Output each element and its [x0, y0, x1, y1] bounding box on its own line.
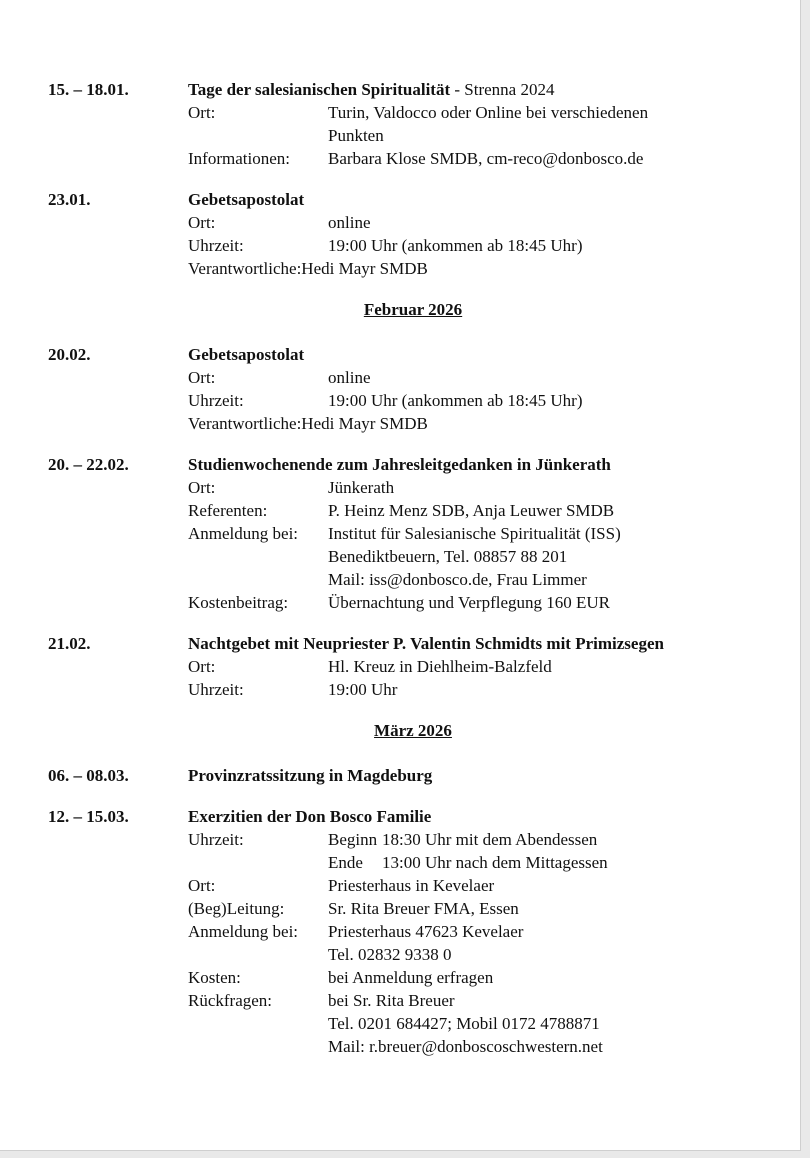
event-title [188, 805, 788, 828]
detail-value [301, 257, 788, 280]
detail-row [188, 522, 788, 591]
event-title-text: Gebetsapostolat [188, 190, 305, 209]
event-body [188, 764, 788, 787]
detail-row [188, 366, 788, 389]
detail-line: online [328, 213, 371, 232]
time-label: Ende [328, 853, 363, 872]
detail-label: Verantwortliche: [188, 259, 302, 278]
detail-line: Übernachtung und Verpflegung 160 EUR [328, 593, 611, 612]
detail-value [328, 522, 788, 591]
detail-value [328, 655, 788, 678]
event-title [188, 78, 788, 101]
detail-value [328, 147, 788, 170]
event-body [188, 343, 788, 435]
detail-value [328, 678, 788, 701]
detail-row [188, 828, 788, 874]
detail-value [301, 412, 788, 435]
event-title-text: Gebetsapostolat [188, 345, 305, 364]
detail-line: Benediktbeuern, Tel. 08857 88 201 [328, 547, 568, 566]
detail-line: Hl. Kreuz in Diehlheim-Balzfeld [328, 657, 552, 676]
detail-row [188, 499, 788, 522]
detail-row [188, 147, 788, 170]
detail-label: Rückfragen: [188, 991, 273, 1010]
time-text: 18:30 Uhr mit dem Abendessen [382, 830, 598, 849]
event-title [188, 343, 788, 366]
month-heading: Februar 2026 [363, 300, 463, 319]
event-body [188, 632, 788, 701]
event-date: 06. – 08.03. [48, 766, 129, 785]
detail-value [328, 874, 788, 897]
detail-value [328, 989, 788, 1058]
detail-row [188, 897, 788, 920]
detail-value [328, 101, 788, 147]
detail-row [188, 655, 788, 678]
detail-value [328, 897, 788, 920]
detail-value [328, 366, 788, 389]
detail-line: P. Heinz Menz SDB, Anja Leuwer SMDB [328, 501, 615, 520]
detail-line: Jünkerath [328, 478, 395, 497]
detail-line [328, 851, 788, 874]
detail-value [328, 591, 788, 614]
detail-row [188, 476, 788, 499]
event-body [188, 805, 788, 1058]
detail-line: Mail: iss@donbosco.de, Frau Limmer [328, 570, 587, 589]
detail-row [188, 920, 788, 966]
detail-label: Uhrzeit: [188, 680, 244, 699]
detail-line: 19:00 Uhr (ankommen ab 18:45 Uhr) [328, 236, 583, 255]
detail-row [188, 412, 788, 435]
detail-value [328, 211, 788, 234]
detail-value [328, 828, 788, 874]
detail-line: Institut für Salesianische Spiritualität (ISS) [328, 524, 621, 543]
detail-line: online [328, 368, 371, 387]
detail-label: (Beg)Leitung: [188, 899, 285, 918]
detail-line: Hedi Mayr SMDB [301, 259, 428, 278]
event-title [188, 764, 788, 787]
detail-row [188, 101, 788, 147]
detail-label: Uhrzeit: [188, 830, 244, 849]
event-date: 23.01. [48, 190, 91, 209]
event-date: 15. – 18.01. [48, 80, 129, 99]
event-date: 21.02. [48, 634, 91, 653]
detail-line: Barbara Klose SMDB, cm-reco@donbosco.de [328, 149, 644, 168]
event-title-text: Provinzratssitzung in Magdeburg [188, 766, 433, 785]
detail-line [328, 828, 788, 851]
detail-label: Uhrzeit: [188, 391, 244, 410]
event-entry [48, 453, 788, 614]
detail-line: 19:00 Uhr (ankommen ab 18:45 Uhr) [328, 391, 583, 410]
detail-label: Ort: [188, 876, 216, 895]
detail-label: Verantwortliche: [188, 414, 302, 433]
detail-row [188, 874, 788, 897]
detail-row [188, 211, 788, 234]
detail-line: Tel. 0201 684427; Mobil 0172 4788871 [328, 1014, 600, 1033]
detail-row [188, 678, 788, 701]
detail-row [188, 966, 788, 989]
event-title-extra: - Strenna 2024 [450, 80, 555, 99]
month-heading: März 2026 [374, 721, 452, 740]
event-body [188, 188, 788, 280]
event-date: 20.02. [48, 345, 91, 364]
event-body [188, 453, 788, 614]
event-title-text: Nachtgebet mit Neupriester P. Valentin Schmidts mit Primizsegen [188, 634, 664, 653]
detail-line: bei Sr. Rita Breuer [328, 991, 455, 1010]
detail-value [328, 499, 788, 522]
detail-line: bei Anmeldung erfragen [328, 968, 494, 987]
detail-label: Referenten: [188, 501, 268, 520]
detail-label: Kostenbeitrag: [188, 593, 289, 612]
detail-line: Hedi Mayr SMDB [301, 414, 428, 433]
detail-row [188, 591, 788, 614]
detail-label: Ort: [188, 657, 216, 676]
detail-label: Informationen: [188, 149, 290, 168]
time-label: Beginn [328, 830, 378, 849]
detail-row [188, 989, 788, 1058]
detail-row [188, 234, 788, 257]
detail-line: Sr. Rita Breuer FMA, Essen [328, 899, 519, 918]
detail-line: Mail: r.breuer@donboscoschwestern.net [328, 1037, 603, 1056]
event-entry [48, 78, 788, 170]
detail-row [188, 257, 788, 280]
detail-label: Uhrzeit: [188, 236, 244, 255]
event-calendar [48, 78, 788, 1076]
event-entry [48, 805, 788, 1058]
detail-line: Turin, Valdocco oder Online bei verschiedenen [328, 103, 649, 122]
detail-value [328, 234, 788, 257]
event-date: 12. – 15.03. [48, 807, 129, 826]
event-entry [48, 188, 788, 280]
detail-label: Ort: [188, 368, 216, 387]
detail-label: Anmeldung bei: [188, 922, 299, 941]
detail-label: Kosten: [188, 968, 241, 987]
detail-value [328, 389, 788, 412]
detail-label: Ort: [188, 103, 216, 122]
time-text: 13:00 Uhr nach dem Mittagessen [382, 853, 608, 872]
detail-value [328, 476, 788, 499]
event-entry [48, 632, 788, 701]
detail-line: Tel. 02832 9338 0 [328, 945, 452, 964]
event-date: 20. – 22.02. [48, 455, 129, 474]
event-entry [48, 764, 788, 787]
event-title-text: Tage der salesianischen Spiritualität [188, 80, 451, 99]
detail-value [328, 920, 788, 966]
event-entry [48, 343, 788, 435]
detail-line: Priesterhaus in Kevelaer [328, 876, 495, 895]
detail-line: Priesterhaus 47623 Kevelaer [328, 922, 524, 941]
detail-row [188, 389, 788, 412]
detail-label: Ort: [188, 478, 216, 497]
detail-label: Ort: [188, 213, 216, 232]
event-title [188, 453, 788, 476]
event-body [188, 78, 788, 170]
event-title-text: Exerzitien der Don Bosco Familie [188, 807, 432, 826]
detail-label: Anmeldung bei: [188, 524, 299, 543]
event-title [188, 632, 788, 655]
event-title-text: Studienwochenende zum Jahresleitgedanken in Jünkerath [188, 455, 611, 474]
event-title [188, 188, 788, 211]
detail-value [328, 966, 788, 989]
detail-line: 19:00 Uhr [328, 680, 398, 699]
detail-line: Punkten [328, 126, 384, 145]
